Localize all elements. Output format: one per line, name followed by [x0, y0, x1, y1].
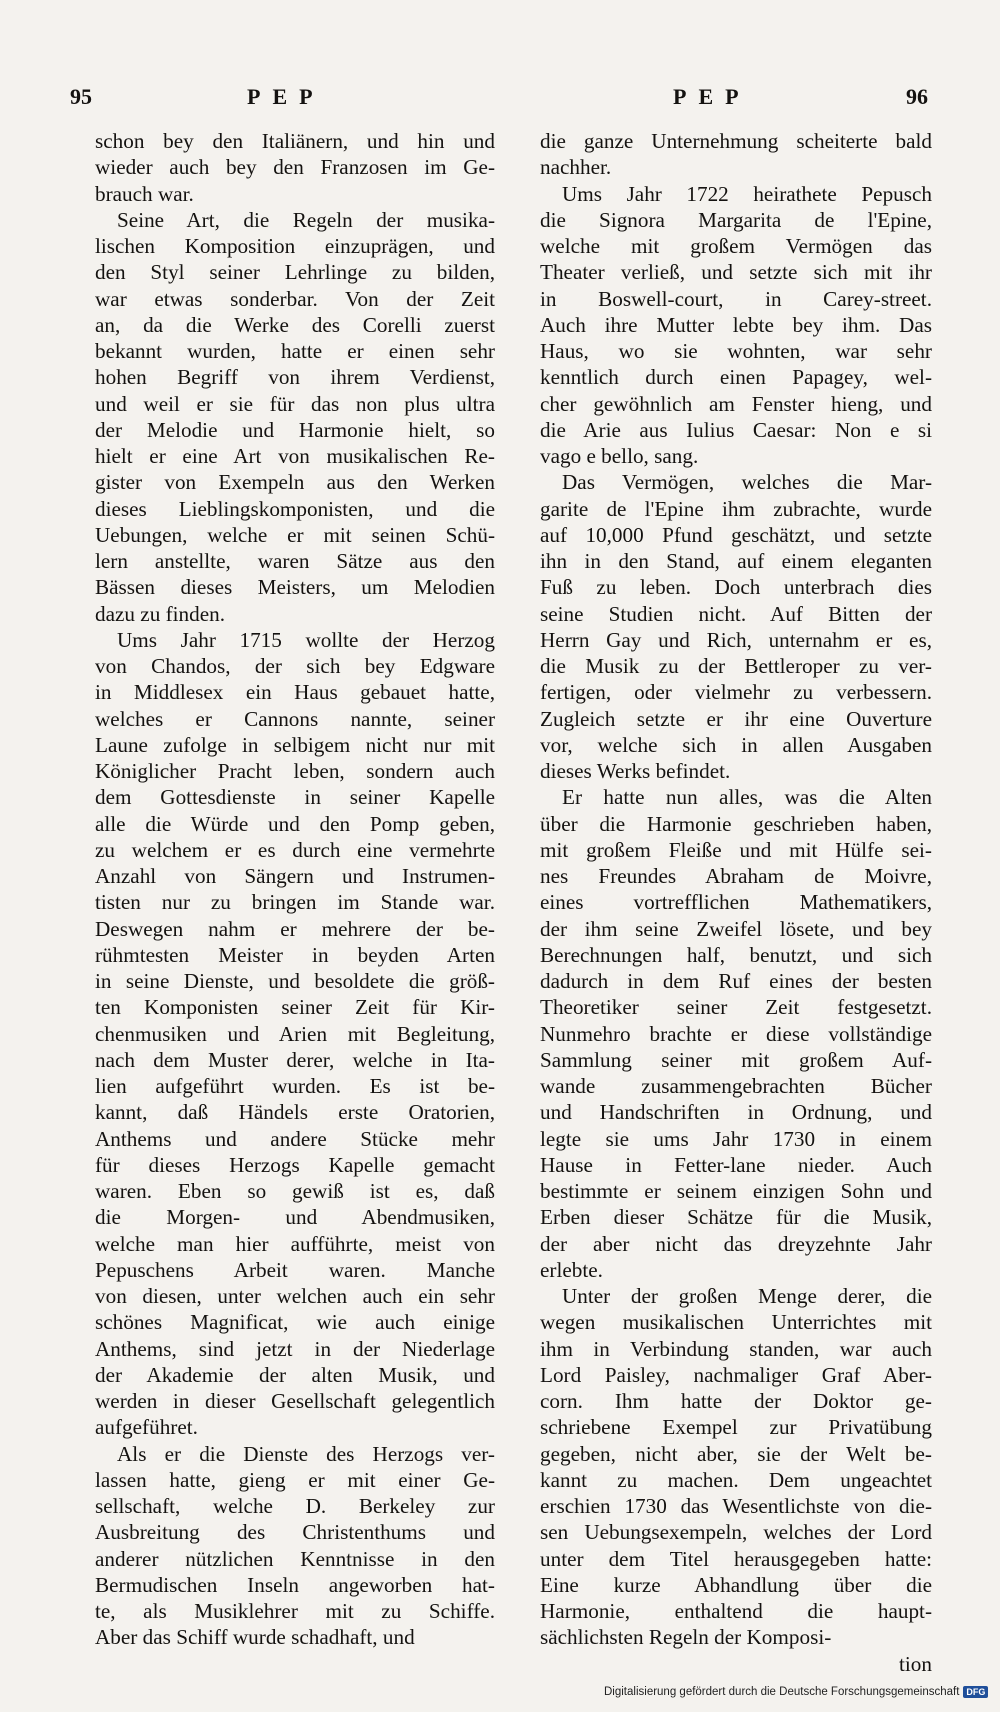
text-line: sellschaft, welche D. Berkeley zur [95, 1494, 495, 1518]
text-line: lischen Komposition einzuprägen, und [95, 234, 495, 258]
text-line: gegeben, nicht aber, sie der Welt be- [540, 1441, 932, 1466]
paragraph [540, 784, 932, 1283]
text-line: ihm in Verbindung standen, war auch [540, 1336, 932, 1361]
text-line: Laune zufolge in selbigem nicht nur mit [95, 732, 495, 757]
text-line: vago e bello, sang. [540, 444, 699, 468]
text-line: und Handschriften in Ordnung, und [540, 1100, 932, 1125]
text-line: Seine Art, die Regeln der musika- [117, 207, 495, 232]
text-line: cher gewöhnlich am Fenster hieng, und [540, 391, 932, 416]
paragraph [540, 1283, 932, 1651]
left-text-column [95, 128, 495, 1651]
text-line: zu welchem er es durch eine vermehrte [95, 837, 495, 862]
text-line: Aber das Schiff wurde schadhaft, und [95, 1625, 415, 1650]
text-line: alle die Würde und den Pomp geben, [95, 811, 495, 836]
text-line: in Middlesex ein Haus gebauet hatte, [95, 680, 495, 705]
text-line: dieses Werks befindet. [540, 759, 731, 783]
paragraph [95, 207, 495, 627]
paragraph [540, 181, 932, 470]
text-line: vor, welche sich in allen Ausgaben [540, 732, 932, 757]
text-line: lern anstellte, waren Sätze aus den [95, 549, 495, 573]
text-line: für dieses Herzogs Kapelle gemacht [95, 1152, 495, 1177]
text-line: erschien 1730 das Wesentlichste von die- [540, 1494, 932, 1518]
text-line: Berechnungen half, benutzt, und sich [540, 942, 932, 967]
paragraph [95, 1441, 495, 1651]
right-text-column [540, 128, 932, 1677]
text-line: wande zusammengebrachten Bücher [540, 1074, 932, 1098]
text-line: Erben dieser Schätze für die Musik, [540, 1205, 932, 1230]
text-line: kannt, daß Händels erste Oratorien, [95, 1100, 495, 1125]
text-line: Hause in Fetter-lane nieder. Auch [540, 1152, 932, 1177]
text-line: die Morgen- und Abendmusiken, [95, 1205, 495, 1230]
text-line: die ganze Unternehmung scheiterte bald [540, 129, 932, 153]
text-line: Haus, wo sie wohnten, war sehr [540, 339, 932, 363]
text-line: Ums Jahr 1722 heirathete Pepusch [562, 181, 932, 206]
text-line: die Musik zu der Bettleroper zu ver- [540, 654, 932, 678]
text-line: lassen hatte, gieng er mit einer Ge- [95, 1467, 495, 1492]
text-line: ihn in den Stand, auf einem eleganten [540, 549, 932, 573]
text-line: Eine kurze Abhandlung über die [540, 1572, 932, 1597]
text-line: die Signora Margarita de l'Epine, [540, 207, 932, 232]
text-line: von diesen, unter welchen auch ein sehr [95, 1284, 495, 1308]
paragraph [95, 128, 495, 207]
text-line: Ums Jahr 1715 wollte der Herzog [117, 627, 495, 652]
text-line: Bermudischen Inseln angeworben hat- [95, 1572, 495, 1597]
text-line: kannt zu machen. Dem ungeachtet [540, 1467, 932, 1492]
text-line: nes Freundes Abraham de Moivre, [540, 864, 932, 888]
text-line: brauch war. [95, 181, 194, 206]
text-line: gister von Exempeln aus den Werken [95, 470, 495, 495]
text-line: Sammlung seiner mit großem Auf- [540, 1047, 932, 1072]
text-line: legte sie ums Jahr 1730 in einem [540, 1126, 932, 1151]
text-line: nach dem Muster derer, welche in Ita- [95, 1047, 495, 1072]
text-line: eines vortrefflichen Mathematikers, [540, 890, 932, 915]
text-line: in Boswell-court, in Carey-street. [540, 286, 932, 311]
text-line: sächlichsten Regeln der Komposi- [540, 1625, 832, 1650]
text-line: wegen musikalischen Unterrichtes mit [540, 1310, 932, 1335]
text-line: Deswegen nahm er mehrere der be- [95, 916, 495, 941]
text-line: hohen Begriff von ihrem Verdienst, [95, 365, 495, 390]
text-line: Zugleich setzte er ihr eine Ouverture [540, 706, 932, 731]
text-line: werden in dieser Gesellschaft gelegentlich [95, 1389, 495, 1413]
text-line: schönes Magnificat, wie auch einige [95, 1310, 495, 1335]
text-line: Anthems und andere Stücke mehr [95, 1126, 495, 1151]
text-line: lien aufgeführt wurden. Es ist be- [95, 1074, 495, 1098]
text-line: in seine Dienste, und besoldete die größ- [95, 969, 495, 993]
text-line: welches er Cannons nannte, seiner [95, 706, 495, 731]
text-line: dazu zu finden. [95, 601, 226, 626]
text-line: an, da die Werke des Corelli zuerst [95, 312, 495, 337]
text-line: dem Gottesdienste in seiner Kapelle [95, 785, 495, 810]
text-line: rühmtesten Meister in beyden Arten [95, 942, 495, 967]
text-line: Herrn Gay und Rich, unternahm er es, [540, 627, 932, 652]
paragraph [540, 128, 932, 181]
text-line: Bässen dieses Meisters, um Melodien [95, 575, 495, 600]
text-line: dadurch in dem Ruf eines der besten [540, 969, 932, 993]
text-line: von Chandos, der sich bey Edgware [95, 654, 495, 678]
text-line: hielt er eine Art von musikalischen Re- [95, 444, 495, 468]
text-line: schon bey den Italiänern, und hin und [95, 129, 495, 153]
text-line: Harmonie, enthaltend die haupt- [540, 1599, 932, 1623]
text-line: Uebungen, welche er mit seinen Schü- [95, 522, 495, 547]
text-line: unter dem Titel herausgegeben hatte: [540, 1546, 932, 1571]
text-line: welche mit großem Vermögen das [540, 234, 932, 258]
text-line: der ihm seine Zweifel lösete, und bey [540, 916, 932, 941]
text-line: der Akademie der alten Musik, und [95, 1362, 495, 1387]
text-line: corn. Ihm hatte der Doktor ge- [540, 1389, 932, 1413]
text-line: erlebte. [540, 1257, 603, 1282]
text-line: seine Studien nicht. Auf Bitten der [540, 601, 932, 626]
text-line: der aber nicht das dreyzehnte Jahr [540, 1231, 932, 1256]
text-line: sen Uebungsexempeln, welches der Lord [540, 1520, 932, 1545]
text-line: Theater verließ, und setzte sich mit ihr [540, 260, 932, 285]
footer-credit: Digitalisierung gefördert durch die Deutsche Forschungsgemeinschaft [604, 1686, 960, 1698]
text-line: über die Harmonie geschrieben haben, [540, 811, 932, 836]
text-line: chenmusiken und Arien mit Begleitung, [95, 1021, 495, 1046]
text-line: Anzahl von Sängern und Instrumen- [95, 864, 495, 888]
text-line: der Melodie und Harmonie hielt, so [95, 417, 495, 442]
text-line: dieses Lieblingskomponisten, und die [95, 496, 495, 521]
text-line: Unter der großen Menge derer, die [562, 1284, 932, 1308]
text-line: Als er die Dienste des Herzogs ver- [117, 1441, 495, 1466]
text-line: Lord Paisley, nachmaliger Graf Aber- [540, 1362, 932, 1387]
text-line: Theoretiker seiner Zeit festgesetzt. [540, 995, 932, 1020]
text-line: auf 10,000 Pfund geschätzt, und setzte [540, 522, 932, 547]
running-head-right: PEP [673, 84, 751, 109]
text-line: wieder auch bey den Franzosen im Ge- [95, 155, 495, 180]
text-line: welche man hier aufführte, meist von [95, 1231, 495, 1256]
paragraph [540, 469, 932, 784]
text-line: kenntlich durch einen Papagey, wel- [540, 365, 932, 390]
text-line: bekannt wurden, hatte er einen sehr [95, 339, 495, 363]
page-number-left: 95 [70, 84, 92, 109]
text-line: garite de l'Epine ihm zubrachte, wurde [540, 496, 932, 521]
paragraph [95, 627, 495, 1441]
digitization-footer [604, 1686, 988, 1698]
page-number-right: 96 [906, 84, 928, 109]
text-line: ten Komponisten seiner Zeit für Kir- [95, 995, 495, 1020]
text-line: Nunmehro brachte er diese vollständige [540, 1021, 932, 1046]
text-line: mit großem Fleiße und mit Hülfe sei- [540, 837, 932, 862]
text-line: aufgeführet. [95, 1415, 198, 1440]
text-line: Königlicher Pracht leben, sondern auch [95, 759, 495, 783]
text-line: Er hatte nun alles, was die Alten [562, 785, 932, 810]
text-line: Fuß zu leben. Doch unterbrach dies [540, 575, 932, 600]
text-line: Das Vermögen, welches die Mar- [562, 470, 932, 495]
text-line: Ausbreitung des Christenthums und [95, 1520, 495, 1545]
text-line: waren. Eben so gewiß ist es, daß [95, 1179, 495, 1203]
text-line: schriebene Exempel zur Privatübung [540, 1415, 932, 1440]
text-line: fertigen, oder vielmehr zu verbessern. [540, 680, 932, 705]
text-line: die Arie aus Iulius Caesar: Non e si [540, 417, 932, 442]
catchword: tion [899, 1651, 932, 1676]
text-line: Anthems, sind jetzt in der Niederlage [95, 1336, 495, 1361]
text-line: bestimmte er seinem einzigen Sohn und [540, 1179, 932, 1203]
running-head-left: PEP [247, 84, 325, 109]
text-line: Pepuschens Arbeit waren. Manche [95, 1257, 495, 1282]
text-line: und weil er sie für das non plus ultra [95, 391, 495, 416]
text-line: anderer nützlichen Kenntnisse in den [95, 1546, 495, 1571]
text-line: tisten nur zu bringen im Stande war. [95, 890, 495, 915]
text-line: te, als Musiklehrer mit zu Schiffe. [95, 1599, 495, 1623]
text-line: war etwas sonderbar. Von der Zeit [95, 286, 495, 311]
text-line: den Styl seiner Lehrlinge zu bilden, [95, 260, 495, 285]
dfg-logo-icon: DFG [963, 1686, 988, 1698]
text-line: nachher. [540, 155, 612, 180]
text-line: Auch ihre Mutter lebte bey ihm. Das [540, 312, 932, 337]
